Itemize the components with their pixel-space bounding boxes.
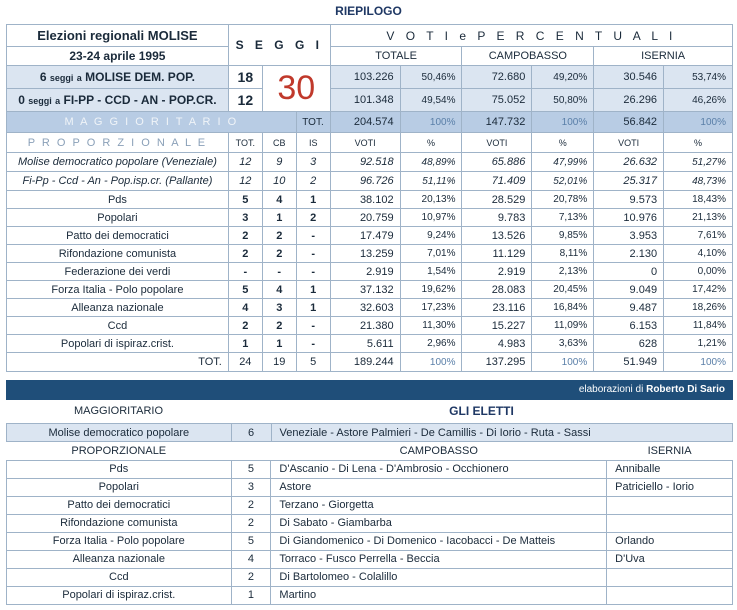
seats-is: 3 (296, 153, 330, 172)
coalition-summary-row (7, 89, 733, 112)
totals-tot: 24 (228, 353, 262, 372)
eletti-magg-table (6, 423, 733, 442)
seats-tot: 2 (228, 227, 262, 245)
eletti-cb: D'Ascanio - Di Lena - D'Ambrosio - Occhionero (271, 460, 607, 478)
tot-votes: 21.380 (330, 317, 400, 335)
seats-cb: 2 (262, 227, 296, 245)
seats-word: seggi (49, 73, 74, 83)
eletti-prop-table (6, 443, 733, 605)
is-pct: 1,21% (664, 335, 733, 353)
eletti-party: Ccd (7, 568, 232, 586)
is-label: ISERNIA (647, 445, 692, 458)
eletti-magg-label: MAGGIORITARIO (73, 405, 164, 417)
is-votes: 9.049 (594, 281, 664, 299)
seats-is: - (296, 245, 330, 263)
page-title: RIEPILOGO (335, 4, 402, 18)
cb-votes: 28.529 (462, 191, 532, 209)
eletti-party: Patto dei democratici (7, 496, 232, 514)
coalition-seats: 0 (18, 93, 25, 107)
seats-tot: 12 (228, 153, 262, 172)
is-pct: 4,10% (664, 245, 733, 263)
is-votes: 9.573 (594, 191, 664, 209)
seats-cb: 3 (262, 299, 296, 317)
party-name: Popolari di ispiraz.crist. (7, 335, 229, 353)
cb-votes: 4.983 (462, 335, 532, 353)
seats-tot: 3 (228, 209, 262, 227)
seats-cb: 2 (262, 317, 296, 335)
tot-votes: 103.226 (330, 66, 400, 89)
credit-author: Roberto Di Sario (646, 384, 725, 395)
tot-pct: 49,54% (400, 89, 462, 112)
col-pct: % (532, 133, 594, 153)
eletti-is (607, 514, 733, 532)
cb-pct: 7,13% (532, 209, 594, 227)
tot-pct: 20,13% (400, 191, 462, 209)
eletti-row (7, 586, 733, 604)
is-pct: 21,13% (664, 209, 733, 227)
tot-pct: 2,96% (400, 335, 462, 353)
seggi-header: S E G G I (228, 25, 330, 66)
totals-tv: 189.244 (330, 353, 400, 372)
seats-cb: 9 (262, 153, 296, 172)
tot-pct: 9,24% (400, 227, 462, 245)
seats-cb: 2 (262, 245, 296, 263)
summary-table (6, 24, 733, 372)
eletti-n: 1 (231, 586, 271, 604)
col-tot: TOT. (228, 133, 262, 153)
tot-pct: 17,23% (400, 299, 462, 317)
party-name: Alleanza nazionale (7, 299, 229, 317)
party-name: Popolari (7, 209, 229, 227)
is-pct: 48,73% (664, 172, 733, 191)
eletti-cb: Di Giandomenico - Di Domenico - Iacobacci - De Matteis (271, 532, 607, 550)
cb-votes: 13.526 (462, 227, 532, 245)
col-cb: CB (262, 133, 296, 153)
magg-n: 6 (231, 424, 271, 442)
is-pct: 11,84% (664, 317, 733, 335)
is-pct: 100% (664, 112, 733, 133)
party-row (7, 263, 733, 281)
col-voti: VOTI (330, 133, 400, 153)
tot-votes: 2.919 (330, 263, 400, 281)
cb-pct: 20,45% (532, 281, 594, 299)
tot-votes: 37.132 (330, 281, 400, 299)
magg-row (7, 424, 733, 442)
eletti-is (607, 586, 733, 604)
coalition-summary-row (7, 66, 733, 89)
credit-bar (6, 380, 733, 400)
tot-pct: 51,11% (400, 172, 462, 191)
is-votes: 30.546 (594, 66, 664, 89)
cb-pct: 9,85% (532, 227, 594, 245)
coalition-seggi: 18 (228, 66, 262, 89)
is-pct: 18,26% (664, 299, 733, 317)
is-pct: 46,26% (664, 89, 733, 112)
cb-votes: 72.680 (462, 66, 532, 89)
tot-pct: 50,46% (400, 66, 462, 89)
seats-cb: 4 (262, 281, 296, 299)
proporzionale-header (7, 133, 733, 153)
is-votes: 2.130 (594, 245, 664, 263)
tot-pct: 10,97% (400, 209, 462, 227)
eletti-n: 2 (231, 568, 271, 586)
tot-pct: 48,89% (400, 153, 462, 172)
seats-tot: 4 (228, 299, 262, 317)
maggioritario-row (7, 112, 733, 133)
tot-votes: 13.259 (330, 245, 400, 263)
tot-votes: 96.726 (330, 172, 400, 191)
seats-a: a (55, 96, 61, 106)
seats-is: 2 (296, 172, 330, 191)
totals-is: 5 (296, 353, 330, 372)
coalition-seats: 6 (39, 70, 47, 84)
col-is: IS (296, 133, 330, 153)
totals-row (7, 353, 733, 372)
eletti-cb: Martino (271, 586, 607, 604)
col-pct: % (400, 133, 462, 153)
totals-iv: 51.949 (594, 353, 664, 372)
party-row (7, 335, 733, 353)
coalition-name: Fi-Pp - Ccd - An - Pop.isp.cr. (Pallante) (7, 172, 229, 191)
party-name: Ccd (7, 317, 229, 335)
eletti-row (7, 460, 733, 478)
seats-tot: 2 (228, 317, 262, 335)
party-name: Rifondazione comunista (7, 245, 229, 263)
voti-header: V O T I e P E R C E N T U A L I (330, 25, 732, 47)
cb-pct: 2,13% (532, 263, 594, 281)
coalition-seggi: 12 (228, 89, 262, 112)
eletti-is: Anniballe (607, 460, 733, 478)
seats-word: seggi (28, 96, 52, 106)
seats-tot: 5 (228, 191, 262, 209)
tot-pct: 19,62% (400, 281, 462, 299)
coalition-row (7, 172, 733, 191)
eletti-party: Popolari di ispiraz.crist. (7, 586, 232, 604)
eletti-title: GLI ELETTI (449, 404, 514, 418)
party-row (7, 209, 733, 227)
magg-party: Molise democratico popolare (7, 424, 232, 442)
eletti-row (7, 496, 733, 514)
seats-is: 2 (296, 209, 330, 227)
cb-votes: 147.732 (462, 112, 532, 133)
eletti-row (7, 478, 733, 496)
col-isernia: ISERNIA (594, 47, 733, 66)
coalition-name: Molise democratico popolare (Veneziale) (7, 153, 229, 172)
eletti-is: Patriciello - Iorio (607, 478, 733, 496)
cb-votes: 2.919 (462, 263, 532, 281)
is-votes: 3.953 (594, 227, 664, 245)
cb-pct: 50,80% (532, 89, 594, 112)
eletti-cb: Di Sabato - Giambarba (271, 514, 607, 532)
totals-cv: 137.295 (462, 353, 532, 372)
eletti-party: Alleanza nazionale (7, 550, 232, 568)
eletti-cb: Terzano - Giorgetta (271, 496, 607, 514)
is-votes: 25.317 (594, 172, 664, 191)
is-votes: 56.842 (594, 112, 664, 133)
eletti-n: 2 (231, 496, 271, 514)
is-pct: 51,27% (664, 153, 733, 172)
is-votes: 6.153 (594, 317, 664, 335)
col-pct: % (664, 133, 733, 153)
credit-prefix: elaborazioni di (578, 384, 644, 395)
cb-pct: 49,20% (532, 66, 594, 89)
is-votes: 9.487 (594, 299, 664, 317)
seats-is: - (296, 227, 330, 245)
party-row (7, 191, 733, 209)
cb-votes: 28.083 (462, 281, 532, 299)
eletti-cb: Di Bartolomeo - Colalillo (271, 568, 607, 586)
cb-pct: 52,01% (532, 172, 594, 191)
tot-pct: 7,01% (400, 245, 462, 263)
election-name: Elezioni regionali MOLISE (7, 25, 229, 47)
eletti-is: D'Uva (607, 550, 733, 568)
cb-votes: 71.409 (462, 172, 532, 191)
election-dates: 23-24 aprile 1995 (7, 47, 229, 66)
eletti-party: Rifondazione comunista (7, 514, 232, 532)
total-seats: 30 (262, 66, 330, 112)
cb-pct: 20,78% (532, 191, 594, 209)
eletti-is: Orlando (607, 532, 733, 550)
totals-cb: 19 (262, 353, 296, 372)
is-pct: 7,61% (664, 227, 733, 245)
seats-cb: 1 (262, 209, 296, 227)
tot-votes: 17.479 (330, 227, 400, 245)
cb-pct: 100% (532, 112, 594, 133)
eletti-row (7, 568, 733, 586)
tot-pct: 1,54% (400, 263, 462, 281)
eletti-row (7, 550, 733, 568)
is-votes: 26.632 (594, 153, 664, 172)
cb-pct: 8,11% (532, 245, 594, 263)
eletti-cb: Torraco - Fusco Perrella - Beccia (271, 550, 607, 568)
party-row (7, 299, 733, 317)
eletti-party: Popolari (7, 478, 232, 496)
seats-is: 1 (296, 281, 330, 299)
cb-pct: 47,99% (532, 153, 594, 172)
is-votes: 628 (594, 335, 664, 353)
party-name: Federazione dei verdi (7, 263, 229, 281)
coalition-row (7, 153, 733, 172)
totals-ip: 100% (664, 353, 733, 372)
party-row (7, 245, 733, 263)
seats-a: a (76, 73, 82, 83)
eletti-party: Forza Italia - Polo popolare (7, 532, 232, 550)
eletti-n: 2 (231, 514, 271, 532)
seats-cb: - (262, 263, 296, 281)
party-row (7, 281, 733, 299)
seats-is: - (296, 263, 330, 281)
col-campobasso: CAMPOBASSO (462, 47, 594, 66)
eletti-n: 5 (231, 460, 271, 478)
tot-label: TOT. (296, 112, 330, 133)
is-votes: 0 (594, 263, 664, 281)
eletti-party: Pds (7, 460, 232, 478)
eletti-cb: Astore (271, 478, 607, 496)
tot-votes: 5.611 (330, 335, 400, 353)
eletti-n: 5 (231, 532, 271, 550)
party-name: Forza Italia - Polo popolare (7, 281, 229, 299)
seats-is: - (296, 317, 330, 335)
cb-pct: 16,84% (532, 299, 594, 317)
magg-names: Veneziale - Astore Palmieri - De Camillis - Di Iorio - Ruta - Sassi (271, 424, 732, 442)
proporzionale-label: P R O P O R Z I O N A L E (7, 133, 229, 153)
prop-label: PROPORZIONALE (71, 445, 167, 458)
seats-cb: 4 (262, 191, 296, 209)
tot-votes: 92.518 (330, 153, 400, 172)
eletti-n: 4 (231, 550, 271, 568)
tot-votes: 204.574 (330, 112, 400, 133)
seats-tot: 5 (228, 281, 262, 299)
cb-label: CAMPOBASSO (399, 445, 478, 458)
party-name: Patto dei democratici (7, 227, 229, 245)
cb-votes: 75.052 (462, 89, 532, 112)
totals-cp: 100% (532, 353, 594, 372)
cb-pct: 3,63% (532, 335, 594, 353)
eletti-row (7, 514, 733, 532)
seats-tot: 12 (228, 172, 262, 191)
party-name: Pds (7, 191, 229, 209)
tot-pct: 100% (400, 112, 462, 133)
eletti-is (607, 496, 733, 514)
col-voti: VOTI (462, 133, 532, 153)
is-pct: 17,42% (664, 281, 733, 299)
tot-votes: 38.102 (330, 191, 400, 209)
seats-tot: 2 (228, 245, 262, 263)
is-votes: 10.976 (594, 209, 664, 227)
seats-cb: 10 (262, 172, 296, 191)
is-votes: 26.296 (594, 89, 664, 112)
is-pct: 18,43% (664, 191, 733, 209)
seats-tot: 1 (228, 335, 262, 353)
tot-votes: 32.603 (330, 299, 400, 317)
seats-is: - (296, 335, 330, 353)
is-pct: 0,00% (664, 263, 733, 281)
tot-votes: 20.759 (330, 209, 400, 227)
coalition-name: MOLISE DEM. POP. (85, 70, 195, 84)
cb-votes: 23.116 (462, 299, 532, 317)
eletti-n: 3 (231, 478, 271, 496)
col-totale: TOTALE (330, 47, 462, 66)
tot-pct: 11,30% (400, 317, 462, 335)
cb-pct: 11,09% (532, 317, 594, 335)
party-row (7, 227, 733, 245)
is-pct: 53,74% (664, 66, 733, 89)
maggioritario-label: M A G G I O R I T A R I O (7, 112, 297, 133)
cb-votes: 65.886 (462, 153, 532, 172)
seats-is: 1 (296, 191, 330, 209)
eletti-is (607, 568, 733, 586)
cb-votes: 11.129 (462, 245, 532, 263)
tot-votes: 101.348 (330, 89, 400, 112)
eletti-row (7, 532, 733, 550)
totals-tp: 100% (400, 353, 462, 372)
col-voti: VOTI (594, 133, 664, 153)
seats-is: 1 (296, 299, 330, 317)
cb-votes: 9.783 (462, 209, 532, 227)
party-row (7, 317, 733, 335)
coalition-name: FI-PP - CCD - AN - POP.CR. (63, 93, 217, 107)
cb-votes: 15.227 (462, 317, 532, 335)
seats-cb: 1 (262, 335, 296, 353)
totals-label: TOT. (7, 353, 229, 372)
seats-tot: - (228, 263, 262, 281)
